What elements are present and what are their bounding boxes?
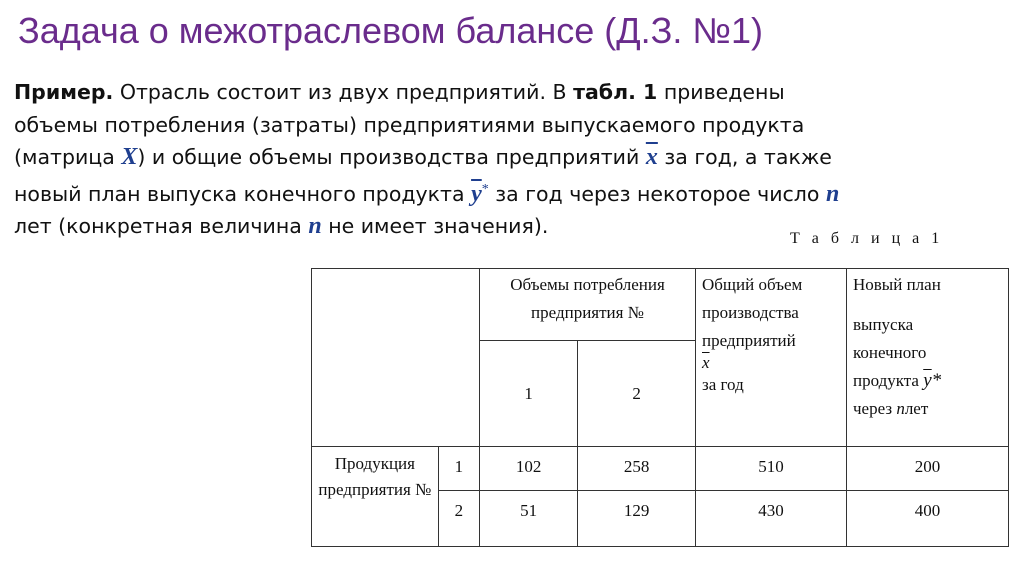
star-symbol: *	[931, 370, 942, 391]
x-bar-variable: $\overline{x}$	[702, 353, 710, 372]
text-segment: не имеет значения).	[321, 213, 549, 238]
matrix-x-variable: X	[121, 144, 138, 170]
row-number: 1	[438, 447, 479, 491]
cell-value: 430	[696, 491, 847, 547]
header-line-product	[853, 367, 1008, 395]
statement-line-2: объемы потребления (затраты) предприятиями выпускаемого продукта	[14, 112, 805, 137]
empty-corner-cell	[312, 269, 480, 447]
new-plan-header	[847, 269, 1009, 447]
cell-value: 129	[578, 491, 696, 547]
statement-line-1	[14, 76, 1014, 109]
x-bar-variable: $\overline{x}$	[645, 144, 658, 170]
row-label: Продукция предприятия №	[312, 447, 439, 547]
text-segment: за год, а также	[657, 145, 832, 169]
consumption-header: Объемы потребления предприятия №	[480, 269, 696, 341]
problem-statement	[14, 76, 1014, 242]
column-1-header: 1	[480, 341, 578, 447]
table-reference: табл. 1	[573, 80, 658, 104]
cell-value: 258	[578, 447, 696, 491]
header-text: лет	[904, 399, 929, 418]
cell-value: 51	[480, 491, 578, 547]
cell-value: 400	[847, 491, 1009, 547]
cell-value: 102	[480, 447, 578, 491]
header-text: Новый план	[853, 275, 941, 294]
text-segment: ) и общие объемы производства предприятий	[137, 145, 646, 169]
text-segment: Отрасль состоит из двух предприятий. В	[113, 80, 574, 104]
example-label: Пример.	[14, 80, 114, 104]
column-2-header: 2	[578, 341, 696, 447]
text-segment: лет (конкретная величина	[14, 213, 309, 238]
text-segment: за год через некоторое число	[488, 181, 826, 206]
n-variable: n	[308, 212, 322, 239]
header-text: конечного	[853, 343, 927, 362]
y-symbol: $\overline{y}$	[923, 370, 932, 391]
text-segment: (матрица	[14, 145, 122, 169]
header-text: продукта	[853, 371, 919, 390]
n-variable: n	[825, 180, 840, 207]
table-caption: Т а б л и ц а 1	[790, 230, 944, 247]
header-text: предприятий	[702, 331, 796, 350]
statement-line-3	[14, 141, 1014, 174]
cell-value: 510	[696, 447, 847, 491]
cell-value: 200	[847, 447, 1009, 491]
n-variable: n	[896, 399, 905, 418]
header-text: производства	[702, 303, 799, 322]
text-segment: приведены	[657, 80, 785, 104]
y-bar-variable: $\overline{y}$	[471, 180, 482, 207]
slide-title: Задача о межотраслевом балансе (Д.З. №1)	[18, 10, 764, 51]
header-text: за год	[702, 375, 744, 394]
text-segment: новый план выпуска конечного продукта	[14, 181, 472, 206]
y-variable	[923, 370, 941, 391]
row-number: 2	[438, 491, 479, 547]
total-production-header	[696, 269, 847, 447]
header-text: Общий объем	[702, 275, 803, 294]
header-line-years	[853, 395, 1008, 423]
star-superscript: *	[481, 181, 489, 197]
statement-line-4	[14, 174, 1014, 210]
header-text: через	[853, 399, 897, 418]
header-text: выпуска	[853, 315, 914, 334]
data-table	[311, 268, 1009, 547]
